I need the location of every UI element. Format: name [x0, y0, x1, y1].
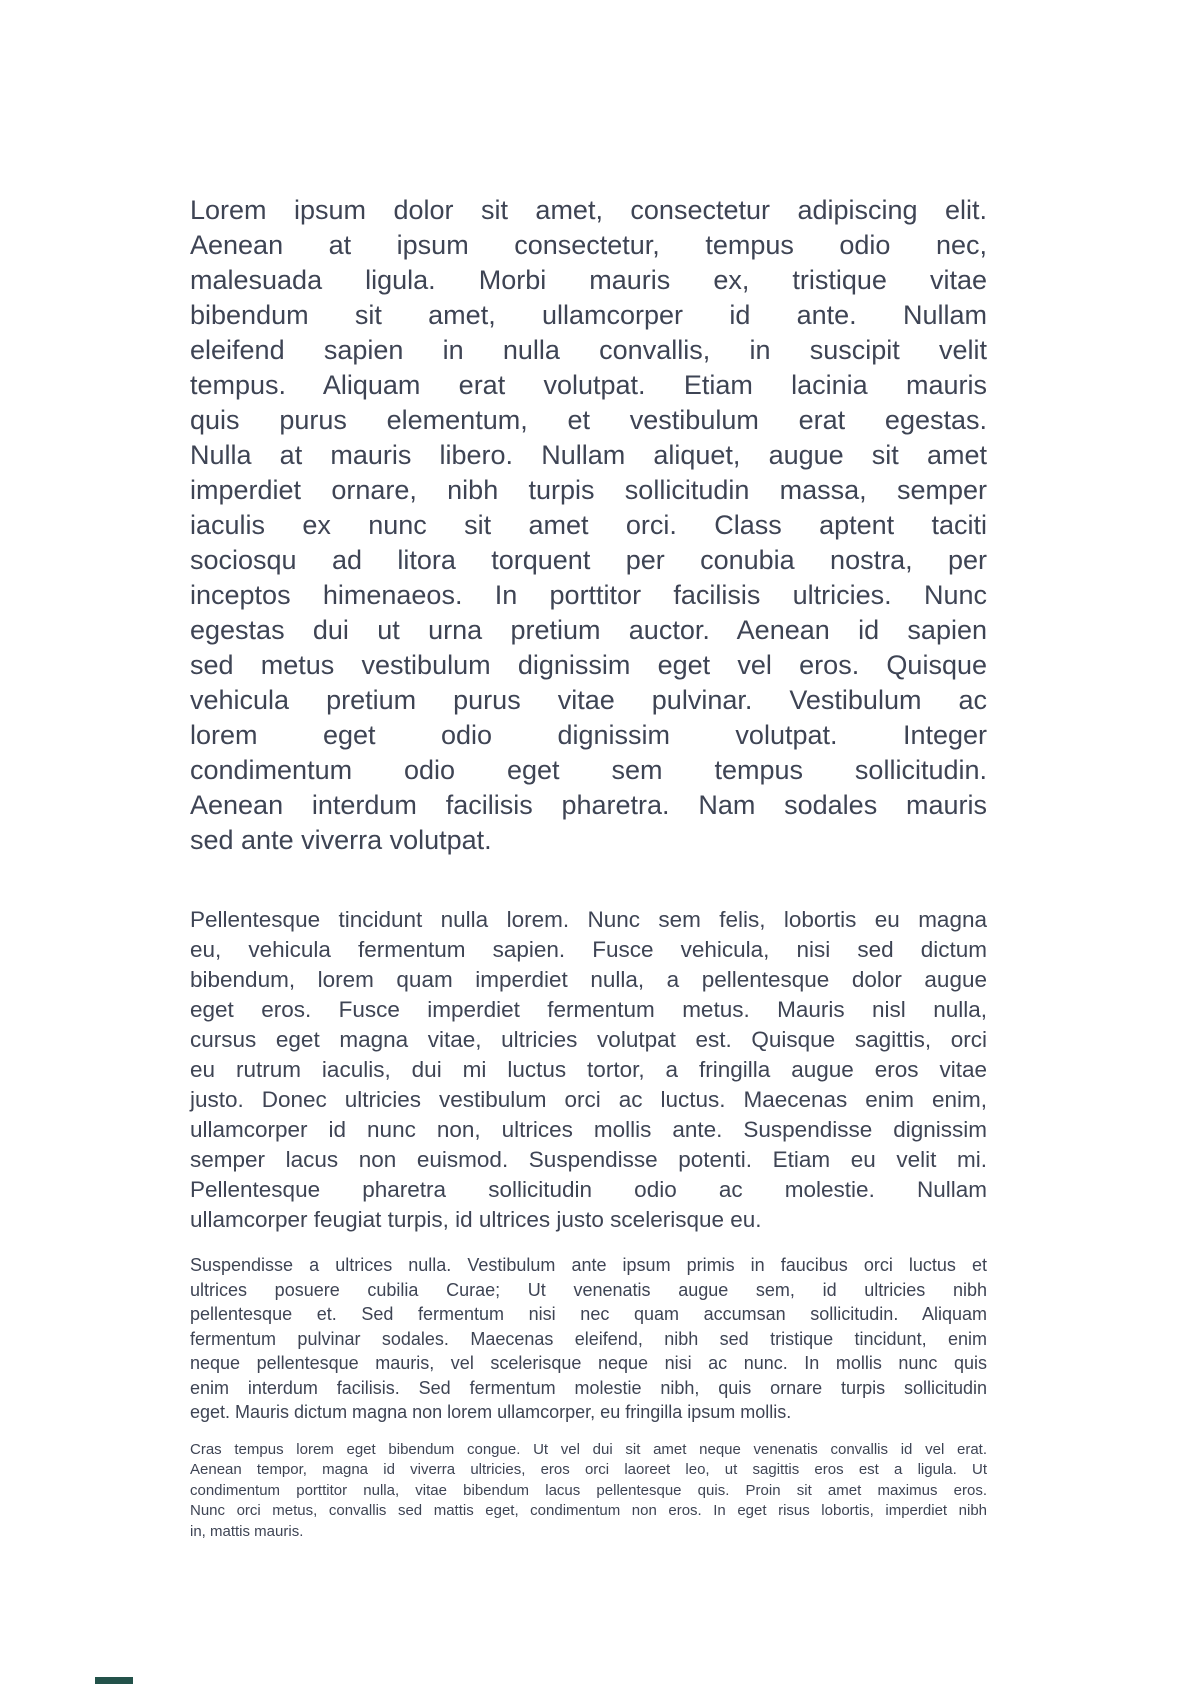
- text-line: semper lacus non euismod. Suspendisse potenti. Etiam eu velit mi.: [190, 1147, 987, 1172]
- text-line: eleifend sapien in nulla convallis, in suscipit velit: [190, 335, 987, 365]
- text-line: lorem eget odio dignissim volutpat. Integer: [190, 720, 987, 750]
- partial-footer-element: [95, 1677, 133, 1684]
- text-line: ultrices posuere cubilia Curae; Ut venenatis augue sem, id ultricies nibh: [190, 1279, 987, 1300]
- text-line: ullamcorper id nunc non, ultrices mollis ante. Suspendisse dignissim: [190, 1117, 987, 1142]
- text-line: ullamcorper feugiat turpis, id ultrices justo scelerisque eu.: [190, 1207, 762, 1232]
- text-line: Aenean at ipsum consectetur, tempus odio nec,: [190, 230, 987, 260]
- text-line: quis purus elementum, et vestibulum erat egestas.: [190, 405, 987, 435]
- text-line: Nulla at mauris libero. Nullam aliquet, augue sit amet: [190, 440, 987, 470]
- paragraph-1: [190, 193, 987, 858]
- text-line: tempus. Aliquam erat volutpat. Etiam lacinia mauris: [190, 370, 987, 400]
- text-line: malesuada ligula. Morbi mauris ex, tristique vitae: [190, 265, 987, 295]
- paragraph-3: [190, 1253, 987, 1425]
- text-line: cursus eget magna vitae, ultricies volutpat est. Quisque sagittis, orci: [190, 1027, 987, 1052]
- text-line: neque pellentesque mauris, vel scelerisque neque nisi ac nunc. In mollis nunc quis: [190, 1353, 987, 1373]
- text-line: sed ante viverra volutpat.: [190, 825, 492, 855]
- text-line: eu rutrum iaculis, dui mi luctus tortor, a fringilla augue eros vitae: [190, 1057, 987, 1082]
- text-line: eget eros. Fusce imperdiet fermentum metus. Mauris nisl nulla,: [190, 997, 987, 1022]
- text-line: Pellentesque tincidunt nulla lorem. Nunc sem felis, lobortis eu magna: [190, 907, 987, 932]
- text-line: Aenean tempor, magna id viverra ultricies, eros orci laoreet leo, ut sagittis eros est a ligula. Ut: [190, 1461, 987, 1478]
- text-line: condimentum odio eget sem tempus sollicitudin.: [190, 755, 987, 785]
- text-line: vehicula pretium purus vitae pulvinar. Vestibulum ac: [190, 685, 987, 715]
- text-line: Cras tempus lorem eget bibendum congue. Ut vel dui sit amet neque venenatis convallis id vel erat.: [190, 1440, 987, 1458]
- text-line: bibendum sit amet, ullamcorper id ante. Nullam: [190, 300, 987, 330]
- text-line: eget. Mauris dictum magna non lorem ullamcorper, eu fringilla ipsum mollis.: [190, 1402, 792, 1422]
- text-line: condimentum porttitor nulla, vitae bibendum lacus pellentesque quis. Proin sit amet maximus eros.: [190, 1481, 987, 1499]
- text-line: Suspendisse a ultrices nulla. Vestibulum ante ipsum primis in faucibus orci luctus et: [190, 1255, 987, 1275]
- text-line: egestas dui ut urna pretium auctor. Aenean id sapien: [190, 615, 987, 645]
- text-line: fermentum pulvinar sodales. Maecenas eleifend, nibh sed tristique tincidunt, enim: [190, 1328, 987, 1349]
- text-line: justo. Donec ultricies vestibulum orci ac luctus. Maecenas enim enim,: [190, 1087, 987, 1112]
- text-line: iaculis ex nunc sit amet orci. Class aptent taciti: [190, 510, 987, 540]
- document-content: [190, 193, 987, 1542]
- text-line: eu, vehicula fermentum sapien. Fusce vehicula, nisi sed dictum: [190, 937, 987, 962]
- text-line: Lorem ipsum dolor sit amet, consectetur adipiscing elit.: [190, 195, 987, 225]
- paragraph-2: [190, 905, 987, 1235]
- text-line: sociosqu ad litora torquent per conubia nostra, per: [190, 545, 987, 575]
- text-line: inceptos himenaeos. In porttitor facilisis ultricies. Nunc: [190, 580, 987, 610]
- text-line: Aenean interdum facilisis pharetra. Nam sodales mauris: [190, 790, 987, 820]
- text-line: in, mattis mauris.: [190, 1522, 304, 1540]
- text-line: imperdiet ornare, nibh turpis sollicitudin massa, semper: [190, 475, 987, 505]
- text-line: Nunc orci metus, convallis sed mattis eget, condimentum non eros. In eget risus lobortis, imperdiet nibh: [190, 1502, 987, 1519]
- text-line: bibendum, lorem quam imperdiet nulla, a pellentesque dolor augue: [190, 967, 987, 992]
- text-line: sed metus vestibulum dignissim eget vel eros. Quisque: [190, 650, 987, 680]
- text-line: Pellentesque pharetra sollicitudin odio ac molestie. Nullam: [190, 1177, 987, 1202]
- text-line: enim interdum facilisis. Sed fermentum molestie nibh, quis ornare turpis sollicitudin: [190, 1377, 987, 1398]
- paragraph-4: [190, 1440, 987, 1543]
- text-line: pellentesque et. Sed fermentum nisi nec quam accumsan sollicitudin. Aliquam: [190, 1304, 987, 1324]
